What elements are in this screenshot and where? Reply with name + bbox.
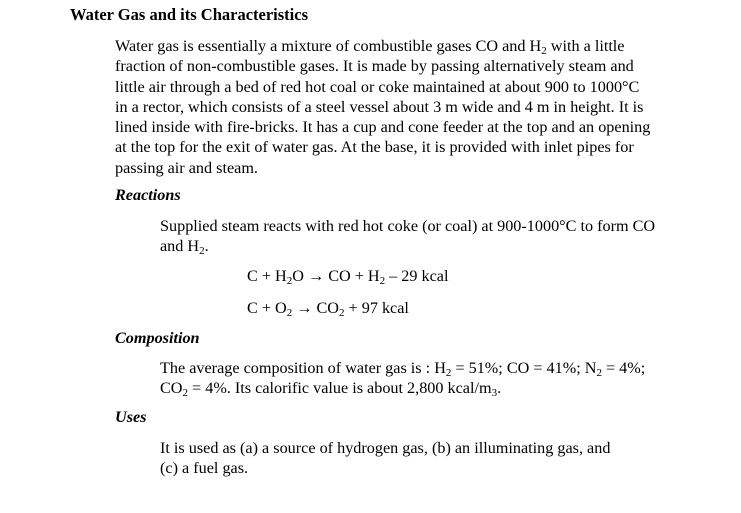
intro-line: Water gas is essentially a mixture of combustible gases CO and $H_2$ with a little <box>115 37 625 57</box>
uses-heading: Uses <box>115 408 147 426</box>
intro-paragraph <box>115 36 705 178</box>
intro-line: at the top for the exit of water gas. At the base, it is provided with inlet pipes for <box>115 138 634 157</box>
uses-line: It is used as (a) a source of hydrogen gas, (b) an illuminating gas, and <box>160 439 611 457</box>
uses-line: (c) a fuel gas. <box>160 459 249 478</box>
composition-line: The average composition of water gas is : $H_2 = 51\%$; CO = 41%; $N_2 = 4\%$; <box>160 359 646 379</box>
reaction-equation-2: $C + O_2 \to CO_2 + 97$ kcal <box>247 299 409 319</box>
reactions-paragraph <box>160 216 720 257</box>
reaction-equation-1: $C + H_2O$ → CO + $H_2 - 29$ kcal <box>247 267 449 287</box>
composition-paragraph <box>160 358 720 399</box>
reactions-heading: Reactions <box>115 186 181 204</box>
composition-heading: Composition <box>115 329 200 347</box>
uses-paragraph <box>160 438 720 479</box>
reactions-line: and $H_2$. <box>160 237 209 258</box>
intro-line: passing air and steam. <box>115 158 258 177</box>
intro-line: lined inside with fire-bricks. It has a cup and cone feeder at the top and an opening <box>115 118 651 137</box>
intro-line: in a rector, which consists of a steel vessel about 3 m wide and 4 m in height. It is <box>115 97 644 116</box>
composition-line: $CO_2 = 4\%$. Its calorific value is about 2,800 kcal/$m_3$. <box>160 379 502 400</box>
intro-line: little air through a bed of red hot coal or coke maintained at about 900 to 1000°C <box>115 77 640 96</box>
page-title: Water Gas and its Characteristics <box>70 5 309 24</box>
reactions-line: Supplied steam reacts with red hot coke (or coal) at 900-1000°C to form CO <box>160 217 656 235</box>
intro-line: fraction of non-combustible gases. It is made by passing alternatively steam and <box>115 57 634 76</box>
